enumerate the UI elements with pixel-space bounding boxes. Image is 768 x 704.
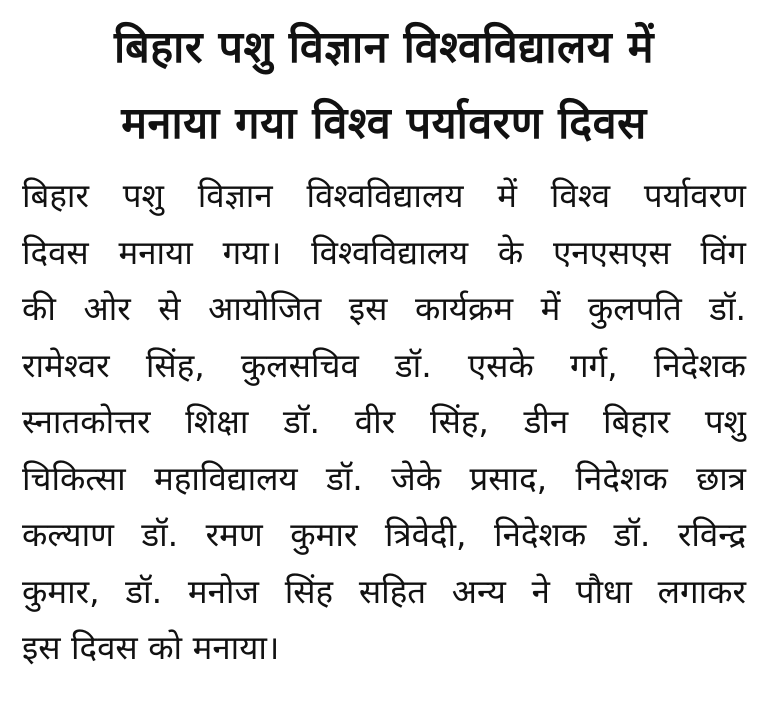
headline-line-2: मनाया गया विश्व पर्यावरण दिवस — [121, 98, 647, 149]
headline — [22, 10, 746, 162]
article-body — [22, 168, 746, 677]
body-line-3: की ओर से आयोजित इस कार्यक्रम में कुलपति डॉ. — [22, 289, 746, 328]
body-line-1: बिहार पशु विज्ञान विश्वविद्यालय में विश्व पर्यावरण — [22, 176, 746, 215]
headline-line-1: बिहार पशु विज्ञान विश्वविद्यालय में — [113, 22, 654, 73]
body-line-4: रामेश्वर सिंह, कुलसचिव डॉ. एसके गर्ग, निदेशक — [22, 345, 746, 385]
body-line-9: इस दिवस को मनाया। — [22, 628, 280, 667]
body-line-6: चिकित्सा महाविद्यालय डॉ. जेके प्रसाद, निदेशक छात्र — [22, 458, 746, 498]
body-line-5: स्नातकोत्तर शिक्षा डॉ. वीर सिंह, डीन बिहार पशु — [22, 402, 746, 441]
body-line-8: कुमार, डॉ. मनोज सिंह सहित अन्य ने पौधा लगाकर — [22, 571, 746, 611]
body-line-2: दिवस मनाया गया। विश्वविद्यालय के एनएसएस विंग — [22, 232, 746, 272]
body-line-7: कल्याण डॉ. रमण कुमार त्रिवेदी, निदेशक डॉ. रविन्द्र — [22, 515, 746, 554]
